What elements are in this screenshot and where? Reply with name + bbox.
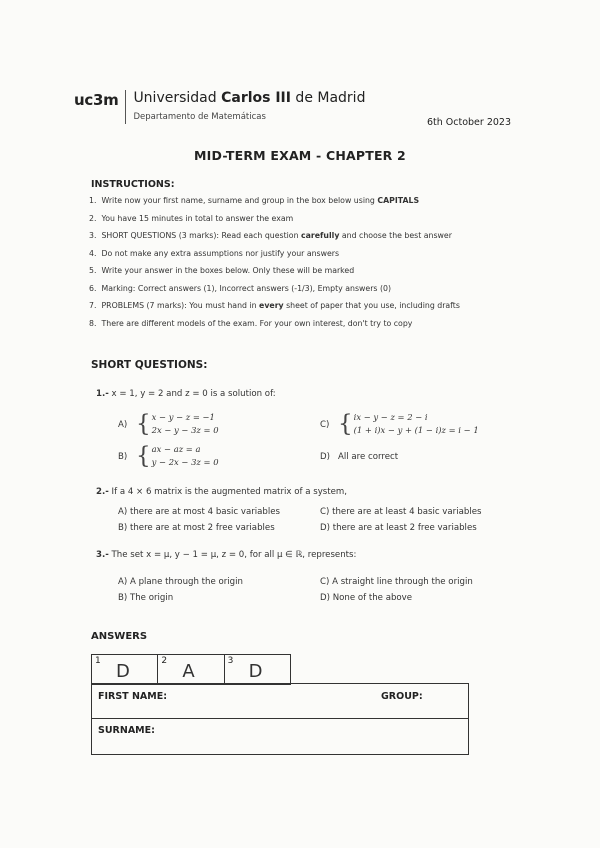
instruction-tail: sheet of paper that you use, including drafts	[283, 301, 460, 310]
question-3-number: 3.-	[96, 550, 109, 560]
instruction-num: 3.	[89, 231, 97, 240]
instruction-num: 4.	[89, 248, 97, 258]
option-label: B)	[118, 451, 128, 462]
instruction-num: 2.	[89, 213, 97, 223]
department-name: Departamento de Matemáticas	[133, 112, 266, 122]
answer-cell-2[interactable]	[158, 655, 224, 684]
instruction-item	[89, 231, 460, 249]
answer-value: D	[248, 661, 263, 682]
instruction-emph: carefully	[301, 231, 340, 240]
q3-option-c[interactable]: C) A straight line through the origin	[320, 577, 473, 587]
q2-option-b[interactable]: B) there are at most 2 free variables	[118, 523, 275, 533]
question-1-text: x = 1, y = 2 and z = 0 is a solution of:	[111, 389, 276, 399]
question-1	[96, 389, 276, 399]
instruction-text: Write your answer in the boxes below. Only these will be marked	[101, 266, 355, 275]
instruction-item	[89, 301, 460, 319]
exam-date: 6th October 2023	[426, 117, 511, 128]
instruction-text: SHORT QUESTIONS (3 marks): Read each question	[101, 231, 302, 240]
q3-option-b[interactable]: B) The origin	[118, 593, 174, 603]
question-2-number: 2.-	[96, 487, 109, 497]
question-3-text: The set x = μ, y − 1 = μ, z = 0, for all μ ∈ ℝ, represents:	[111, 550, 357, 560]
question-2	[96, 487, 347, 497]
answer-number: 2	[161, 656, 168, 666]
q2-option-c[interactable]: C) there are at least 4 basic variables	[320, 507, 482, 517]
option-text: All are correct	[338, 452, 399, 462]
instruction-text: You have 15 minutes in total to answer the exam	[101, 213, 294, 223]
first-name-row[interactable]	[92, 684, 468, 719]
q1-option-d[interactable]	[320, 452, 398, 462]
answer-boxes	[91, 654, 291, 685]
instruction-num: 1.	[89, 196, 97, 205]
q3-option-d[interactable]: D) None of the above	[320, 593, 413, 603]
instruction-text: Write now your first name, surname and group in the box below using	[101, 196, 378, 205]
equation: ax − az = a	[151, 444, 201, 454]
instruction-emph: every	[259, 301, 284, 310]
question-3	[96, 550, 356, 560]
first-name-label: FIRST NAME:	[98, 691, 168, 702]
instruction-item	[89, 284, 460, 302]
instruction-num: 6.	[89, 283, 97, 293]
question-1-number: 1.-	[96, 389, 109, 399]
instructions-heading: INSTRUCTIONS:	[91, 179, 175, 190]
instructions-list	[89, 196, 460, 336]
left-brace-icon: {	[136, 442, 151, 469]
left-brace-icon: {	[136, 410, 151, 437]
university-logo	[74, 90, 365, 124]
instruction-text: Do not make any extra assumptions nor justify your answers	[101, 248, 340, 258]
instruction-item	[89, 249, 460, 267]
instruction-num: 7.	[89, 301, 97, 310]
equation: (1 + i)x − y + (1 − i)z = i − 1	[353, 425, 479, 435]
exam-title: MID-TERM EXAM - CHAPTER 2	[194, 148, 406, 163]
option-label: D)	[320, 452, 330, 462]
equation-system	[136, 443, 219, 469]
equation: 2x − y − 3z = 0	[151, 425, 219, 435]
instruction-item	[89, 196, 460, 214]
answer-cell-3[interactable]	[225, 655, 290, 684]
short-questions-heading: SHORT QUESTIONS:	[91, 359, 208, 371]
university-prefix: Universidad	[133, 90, 222, 106]
instruction-item	[89, 214, 460, 232]
group-label: GROUP:	[381, 691, 423, 702]
instruction-num: 5.	[89, 266, 97, 275]
student-info-box	[91, 683, 469, 755]
answer-value: D	[116, 661, 130, 682]
logo-divider	[125, 90, 126, 124]
logo-mark: uc3m	[74, 91, 119, 109]
instruction-text: Marking: Correct answers (1), Incorrect answers (-1/3), Empty answers (0)	[101, 283, 392, 293]
university-strong: Carlos III	[221, 90, 291, 106]
q1-option-c[interactable]	[320, 411, 479, 437]
option-label: A)	[118, 419, 128, 430]
question-2-text: If a 4 × 6 matrix is the augmented matrix of a system,	[111, 487, 348, 497]
q2-option-d[interactable]: D) there are at least 2 free variables	[320, 523, 477, 533]
surname-label: SURNAME:	[98, 725, 155, 736]
q1-option-b[interactable]	[118, 443, 219, 469]
instruction-item	[89, 266, 460, 284]
answer-number: 3	[227, 656, 234, 666]
left-brace-icon: {	[338, 410, 353, 437]
q2-option-a[interactable]: A) there are at most 4 basic variables	[118, 507, 281, 517]
instruction-num: 8.	[89, 318, 97, 328]
answer-cell-1[interactable]	[92, 655, 158, 684]
equation: ix − y − z = 2 − i	[353, 412, 428, 422]
answer-number: 1	[95, 656, 101, 666]
instruction-text: There are different models of the exam. For your own interest, don't try to copy	[101, 318, 413, 328]
equation-system	[136, 411, 219, 437]
instruction-emph: CAPITALS	[377, 196, 420, 205]
option-label: C)	[320, 419, 330, 430]
equation: x − y − z = −1	[151, 412, 215, 422]
university-suffix: de Madrid	[290, 90, 366, 106]
q3-option-a[interactable]: A) A plane through the origin	[118, 577, 243, 587]
instruction-text: PROBLEMS (7 marks): You must hand in	[101, 301, 260, 310]
instruction-tail: and choose the best answer	[339, 231, 452, 240]
answer-value: A	[182, 661, 195, 682]
logo-text	[133, 90, 365, 122]
q1-option-a[interactable]	[118, 411, 219, 437]
answers-heading: ANSWERS	[91, 631, 148, 642]
equation: y − 2x − 3z = 0	[151, 457, 219, 467]
equation-system	[338, 411, 479, 437]
instruction-item	[89, 319, 460, 337]
university-name	[133, 90, 365, 106]
surname-row[interactable]	[92, 719, 468, 753]
